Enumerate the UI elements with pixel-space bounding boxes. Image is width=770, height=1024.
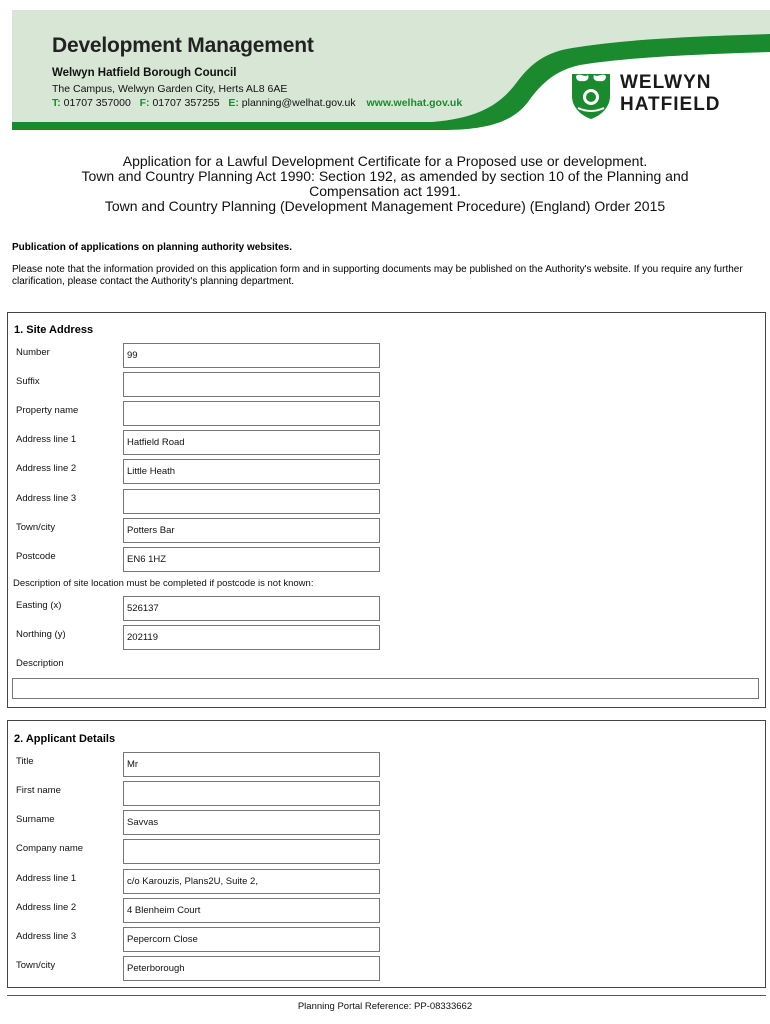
document-heading xyxy=(30,154,740,214)
publication-text: Please note that the information provided on this application form and in supporting documents may be published on the Authority's website. If you require any further clarification, please contact the Authority's planning department. xyxy=(12,264,743,287)
field-label: Address line 2 xyxy=(16,902,77,913)
field-label: Address line 3 xyxy=(16,493,77,504)
section-title: 2. Applicant Details xyxy=(14,733,116,745)
contact-line xyxy=(52,97,462,109)
council-name: Welwyn Hatfield Borough Council xyxy=(52,67,237,79)
field-label: Postcode xyxy=(16,551,56,562)
fax-number: 01707 357255 xyxy=(152,97,220,109)
suffix-field[interactable] xyxy=(123,372,380,397)
location-note: Description of site location must be completed if postcode is not known: xyxy=(13,578,314,589)
number-field[interactable]: 99 xyxy=(123,343,380,368)
field-label: Address line 2 xyxy=(16,463,77,474)
field-label: Suffix xyxy=(16,376,40,387)
welwyn-hatfield-logo xyxy=(570,70,760,126)
site-address-section xyxy=(7,312,766,708)
address-line-3-field[interactable] xyxy=(123,489,380,514)
applicant-address-line-1-field[interactable]: c/o Karouzis, Plans2U, Suite 2, xyxy=(123,869,380,894)
publication-title: Publication of applications on planning authority websites. xyxy=(12,242,293,253)
first-name-field[interactable] xyxy=(123,781,380,806)
field-label: Address line 1 xyxy=(16,873,77,884)
logo-text-hatfield: HATFIELD xyxy=(620,94,721,115)
field-label: Town/city xyxy=(16,960,56,971)
field-label: Address line 3 xyxy=(16,931,77,942)
email-address[interactable]: planning@welhat.gov.uk xyxy=(241,97,356,109)
heading-line: Application for a Lawful Development Certificate for a Proposed use or development. xyxy=(122,153,648,169)
field-label: Northing (y) xyxy=(16,629,66,640)
applicant-address-line-3-field[interactable]: Pepercorn Close xyxy=(123,927,380,952)
field-label: Easting (x) xyxy=(16,600,62,611)
applicant-address-line-2-field[interactable]: 4 Blenheim Court xyxy=(123,898,380,923)
section-title: 1. Site Address xyxy=(14,324,94,336)
field-label: Company name xyxy=(16,843,84,854)
address-line-1-field[interactable]: Hatfield Road xyxy=(123,430,380,455)
description-field[interactable] xyxy=(12,678,759,699)
portal-reference: Planning Portal Reference: PP-08333662 xyxy=(297,1001,473,1012)
field-label: Number xyxy=(16,347,50,358)
field-label: Address line 1 xyxy=(16,434,77,445)
fax-label: F: xyxy=(139,97,150,109)
property-name-field[interactable] xyxy=(123,401,380,426)
field-label: Surname xyxy=(16,814,55,825)
easting-field[interactable]: 526137 xyxy=(123,596,380,621)
heading-line: Town and Country Planning (Development Management Procedure) (England) Order 2015 xyxy=(104,198,666,214)
logo-text-welwyn: WELWYN xyxy=(620,72,712,93)
crest-icon xyxy=(570,70,612,120)
field-label: Description xyxy=(16,658,64,669)
company-name-field[interactable] xyxy=(123,839,380,864)
title-field[interactable]: Mr xyxy=(123,752,380,777)
telephone-label: T: xyxy=(52,97,61,109)
applicant-town-city-field[interactable]: Peterborough xyxy=(123,956,380,981)
heading-line: Town and Country Planning Act 1990: Section 192, as amended by section 10 of the Planning and xyxy=(81,168,689,184)
email-label: E: xyxy=(228,97,239,109)
website-link[interactable]: www.welhat.gov.uk xyxy=(366,97,463,109)
header-banner xyxy=(12,10,770,130)
field-label: Property name xyxy=(16,405,79,416)
surname-field[interactable]: Savvas xyxy=(123,810,380,835)
town-city-field[interactable]: Potters Bar xyxy=(123,518,380,543)
telephone-number: 01707 357000 xyxy=(63,97,131,109)
banner-title: Development Management xyxy=(52,34,314,57)
heading-line: Compensation act 1991. xyxy=(309,183,461,199)
field-label: First name xyxy=(16,785,61,796)
footer-divider xyxy=(7,995,766,996)
northing-field[interactable]: 202119 xyxy=(123,625,380,650)
postcode-field[interactable]: EN6 1HZ xyxy=(123,547,380,572)
field-label: Town/city xyxy=(16,522,56,533)
council-address: The Campus, Welwyn Garden City, Herts AL8 6AE xyxy=(52,83,288,95)
address-line-2-field[interactable]: Little Heath xyxy=(123,459,380,484)
applicant-details-section xyxy=(7,720,766,988)
field-label: Title xyxy=(16,756,34,767)
